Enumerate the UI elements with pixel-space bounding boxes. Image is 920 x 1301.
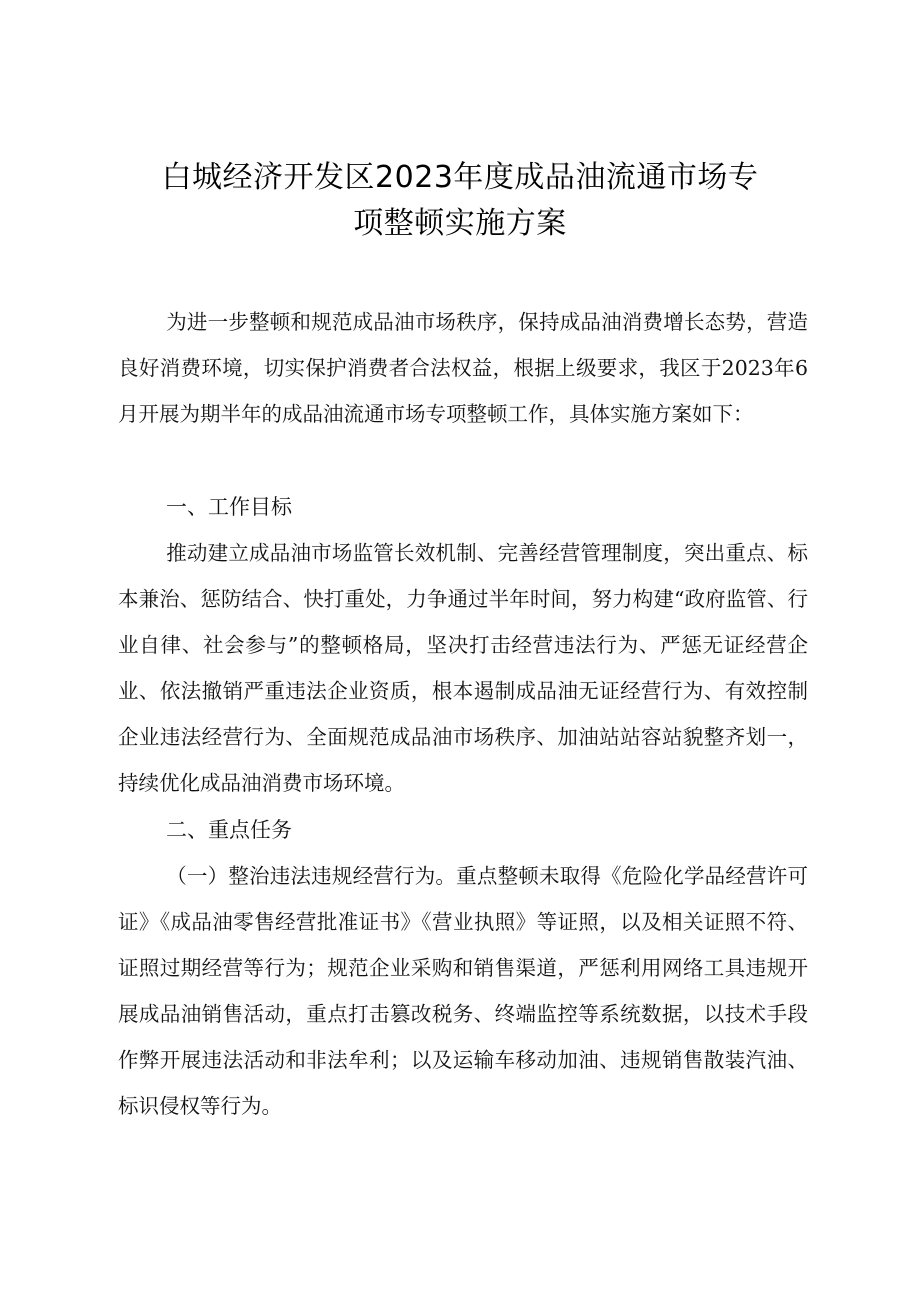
- section-heading-goals: 一、工作目标: [166, 495, 292, 519]
- intro-text: 为进一步整顿和规范成品油市场秩序，保持成品油消费增长态势，营造良好消费环境，切实保护消费者合法权益，根据上级要求，我区于2023年6月开展为期半年的成品油流通市场专项整顿工作，具体实施方案如下：: [118, 310, 808, 426]
- document-title-line-1: 白城经济开发区2023年度成品油流通市场专: [161, 160, 759, 195]
- goals-text: 推动建立成品油市场监管长效机制、完善经营管理制度，突出重点、标本兼治、惩防结合、快打重处，力争通过半年时间，努力构建“政府监管、行业自律、社会参与”的整顿格局，坚决打击经营违法行为、严惩无证经营企业、依法撤销严重违法企业资质，根本遏制成品油无证经营行为、有效控制企业违法经营行为、全面规范成品油市场秩序、加油站站容站貌整齐划一，持续优化成品油消费市场环境。: [118, 541, 808, 795]
- section-heading-tasks: 二、重点任务: [166, 818, 292, 842]
- task-item-1-paragraph: [118, 853, 808, 1129]
- intro-paragraph: [118, 299, 808, 437]
- task-item-1-text: （一）整治违法违规经营行为。重点整顿未取得《危险化学品经营许可证》《成品油零售经营批准证书》《营业执照》等证照，以及相关证照不符、证照过期经营等行为；规范企业采购和销售渠道，严惩利用网络工具违规开展成品油销售活动，重点打击篡改税务、终端监控等系统数据，以技术手段作弊开展违法活动和非法牟利；以及运输车移动加油、违规销售散装汽油、标识侵权等行为。: [118, 864, 808, 1118]
- goals-paragraph: [118, 530, 808, 806]
- document-title-line-2: 项整顿实施方案: [353, 206, 567, 241]
